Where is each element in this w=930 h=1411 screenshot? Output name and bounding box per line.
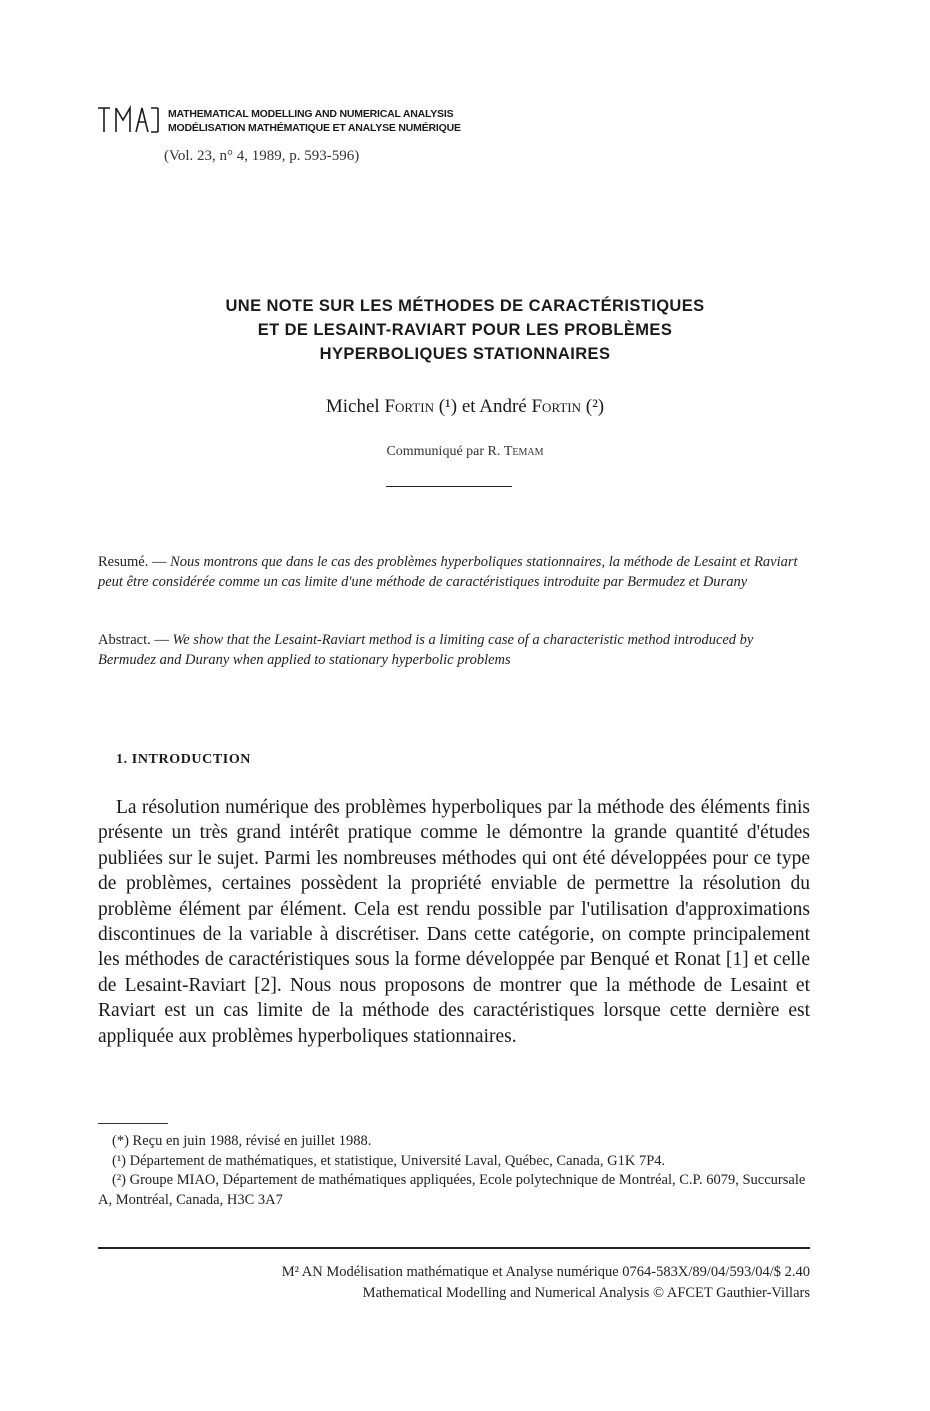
footnote-rule xyxy=(98,1123,168,1124)
footnote-2: (²) Groupe MIAO, Département de mathématiques appliquées, Ecole polytechnique de Montréal, C.P. 6079, Succursale A, Montréal, Canada, H3C 3A7 xyxy=(98,1172,806,1208)
resume-block xyxy=(98,552,808,592)
author1-last-name: Fortin xyxy=(384,396,434,417)
footer-line-2: Mathematical Modelling and Numerical Analysis © AFCET Gauthier-Villars xyxy=(362,1285,810,1301)
footer-line-1: M² AN Modélisation mathématique et Analyse numérique 0764-583X/89/04/593/04/$ 2.40 xyxy=(281,1264,810,1280)
communicated-prefix: Communiqué par R. xyxy=(386,444,501,459)
volume-info: (Vol. 23, n° 4, 1989, p. 593-596) xyxy=(164,148,360,164)
title-line-2: ET DE LESAINT-RAVIART POUR LES PROBLÈMES xyxy=(257,321,673,339)
title-line-3: HYPERBOLIQUES STATIONNAIRES xyxy=(319,345,611,363)
title-separator-rule xyxy=(386,486,512,487)
journal-name-english: MATHEMATICAL MODELLING AND NUMERICAL ANALYSIS xyxy=(168,108,454,120)
author2-last-name: Fortin xyxy=(531,396,581,417)
section-heading: 1. INTRODUCTION xyxy=(116,752,252,767)
resume-text: Nous montrons que dans le cas des problèmes hyperboliques stationnaires, la méthode de Lesaint et Raviart peut être considérée comme un cas limite d'une méthode de caractéristiques introduite par Bermudez et Durany xyxy=(98,554,798,590)
author2-affiliation-mark: (²) xyxy=(585,396,605,417)
journal-logo xyxy=(96,104,160,136)
title-line-1: UNE NOTE SUR LES MÉTHODES DE CARACTÉRISTIQUES xyxy=(225,297,705,315)
footnote-1: (¹) Département de mathématiques, et statistique, Université Laval, Québec, Canada, G1K 7P4. xyxy=(112,1152,666,1169)
abstract-text: We show that the Lesaint-Raviart method is a limiting case of a characteristic method introduced by Bermudez and Durany when applied to stationary hyperbolic problems xyxy=(98,632,754,668)
journal-name-french: MODÉLISATION MATHÉMATIQUE ET ANALYSE NUMÉRIQUE xyxy=(168,122,461,134)
authors xyxy=(0,396,930,418)
footnote-received: (*) Reçu en juin 1988, révisé en juillet 1988. xyxy=(112,1133,372,1149)
resume-label: Resumé. — xyxy=(98,554,171,570)
paper-title xyxy=(0,294,930,366)
abstract-block xyxy=(98,630,808,670)
footnotes xyxy=(98,1132,810,1210)
abstract-label: Abstract. — xyxy=(98,632,173,648)
author1-first-name: Michel xyxy=(325,396,380,417)
author1-affiliation-mark: (¹) xyxy=(438,396,458,417)
introduction-paragraph: La résolution numérique des problèmes hyperboliques par la méthode des éléments finis présente un très grand intérêt pratique comme le démontre la grande quantité d'études publiées sur le sujet. Parmi les nombreuses méthodes qui ont été développées pour ce type de problèmes, certaines possèdent la propriété enviable de permettre la résolution du problème élément par élément. Cela est rendu possible par l'utilisation d'approximations discontinues de la variable à discrétiser. Dans cette catégorie, on compte principalement les méthodes de caractéristiques sous la forme développée par Benqué et Ronat [1] et celle de Lesaint-Raviart [2]. Nous nous proposons de montrer que la méthode de Lesaint et Raviart est un cas limite de la méthode des caractéristiques lorsque cette dernière est appliquée aux problèmes hyperboliques stationnaires. xyxy=(98,797,810,1047)
author2-first-name: André xyxy=(479,396,527,417)
footer-rule xyxy=(98,1247,810,1249)
authors-conjunction: et xyxy=(461,396,476,417)
page-footer xyxy=(98,1262,810,1304)
communicated-by xyxy=(0,444,930,460)
communicated-name: Temam xyxy=(503,444,544,459)
